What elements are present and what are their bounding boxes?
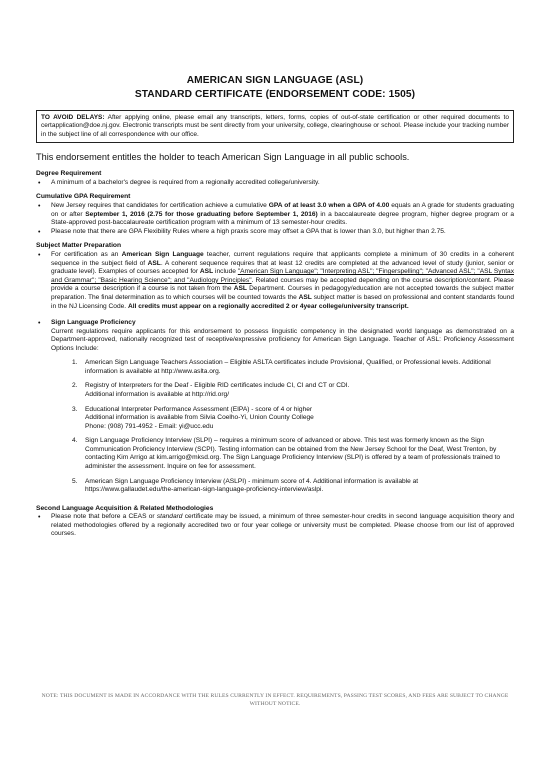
gpa-heading: Cumulative GPA Requirement: [36, 193, 131, 201]
option-number: 1.: [72, 359, 78, 367]
sla-heading: Second Language Acquisition & Related Methodologies: [36, 504, 214, 512]
sla-item-1: [36, 513, 514, 539]
page-title: [36, 74, 514, 102]
option-text: American Sign Language Teachers Association – Eligible ASLTA certificates include Provisional, Qualified, or Professional levels. Additional information is available at http://www.aslta.org.: [85, 359, 491, 375]
text-run: include: [213, 268, 238, 276]
notice-text: After applying online, please email any transcripts, letters, forms, copies of out-of-state certification or other required documents to certapplication@doe.nj.gov. Electronic transcripts must be sent directly from your university, college, clearinghouse or school. Please include your tracking number in the subject line of all correspondence with our office.: [41, 113, 509, 138]
option-number: 3.: [72, 405, 78, 413]
text-run: ASL: [233, 285, 247, 293]
text-run: ASL: [298, 293, 312, 301]
subject-heading: Subject Matter Preparation: [36, 242, 122, 250]
title-line-2: STANDARD CERTIFICATE (ENDORSEMENT CODE: 1505): [134, 88, 416, 100]
subject-list: [36, 251, 514, 311]
option-text: Additional information is available at http://rid.org/: [85, 391, 230, 399]
proficiency-option-5: [72, 478, 514, 495]
degree-item: • A minimum of a bachelor's degree is required from a regionally accredited college/university.: [36, 179, 514, 188]
text-run: subject matter is based on professional and content standards found in the NJ Licensing Code.: [51, 293, 514, 310]
text-run: For certification as an: [51, 251, 122, 259]
degree-list: [36, 179, 514, 188]
text-run: ASL: [147, 259, 161, 267]
text-run: . Related courses may be accepted depending on the course description/content. Please provide a course description if a course is not taken from the: [51, 276, 514, 293]
text-run: ASL: [199, 268, 214, 276]
subject-item-1: [36, 251, 514, 311]
text-run: standard: [156, 513, 183, 521]
text-run: . A coherent sequence requires that at least 12 credits are completed at the advanced level of study (junior, senior or graduate level). Examples of courses accepted for: [51, 259, 515, 276]
text-run: equals an A grade for students graduating on or after: [51, 202, 515, 218]
text-run: Department. Courses in pedagogy/education are not accepted towards the subject matter preparation. The final determination as to which courses will be counted towards the: [51, 285, 515, 301]
title-line-1: AMERICAN SIGN LANGUAGE (ASL): [186, 75, 364, 86]
option-text: Additional information is available from Silvia Coelho-Yi, Union County College: [85, 414, 314, 422]
proficiency-heading-item: [36, 319, 514, 328]
text-run: American Sign Language: [121, 251, 204, 259]
delay-notice-box: [36, 110, 514, 144]
proficiency-list: [36, 319, 514, 328]
text-run: September 1, 2016 (2.75 for those graduating before September 1, 2016): [85, 210, 318, 218]
proficiency-heading: Sign Language Proficiency: [51, 319, 136, 327]
text-run: Please note that before a CEAS or: [51, 513, 157, 521]
gpa-item-1: [36, 202, 514, 228]
text-run: teacher, current regulations require that applicants complete a minimum of 30 credits in a coherent sequence in the subject field of: [51, 251, 514, 267]
option-text: Phone: (908) 791-4952 - Email: yi@ucc.edu: [85, 422, 214, 430]
option-text: Registry of Interpreters for the Deaf - Eligible RID certificates include CI, CI and CT or CDI.: [85, 382, 350, 390]
proficiency-option-4: [72, 437, 514, 471]
option-text: American Sign Language Proficiency Interview (ASLPI) - minimum score of 4. Additional information is available at https://www.gallaudet.edu/the-american-sign-language-proficiency-interview/aslpi.: [85, 477, 419, 494]
text-run: GPA of at least 3.0 when a GPA of 4.00: [268, 202, 390, 210]
option-text: Educational Interpreter Performance Assessment (EIPA) - score of 4 or higher: [85, 405, 313, 413]
degree-heading: Degree Requirement: [36, 170, 102, 178]
proficiency-option-1: [72, 359, 514, 376]
option-number: 2.: [72, 382, 78, 390]
text-run: All credits must appear on a regionally accredited 2 or 4year college/university transcript.: [127, 302, 409, 310]
gpa-item-2: • Please note that there are GPA Flexibility Rules where a high praxis score may offset a GPA that is lower than 3.0, but higher than 2.75.: [36, 228, 514, 237]
text-run: "American Sign Language"; "Interpreting ASL"; "Fingerspelling"; "Advanced ASL"; "ASL Syntax and Grammar"; "Basic Hearing Science"; and "Audiology Principles": [51, 268, 515, 284]
text-run: New Jersey requires that candidates for certification achieve a cumulative: [51, 202, 269, 210]
notice-label: TO AVOID DELAYS:: [41, 113, 105, 121]
sla-list: [36, 513, 514, 539]
option-number: 5.: [72, 477, 78, 485]
intro-statement: This endorsement entitles the holder to teach American Sign Language in all public schools.: [36, 152, 410, 163]
gpa-list: [36, 202, 514, 236]
option-text: Sign Language Proficiency Interview (SLPI) – requires a minimum score of advanced or above. This test was formerly known as the Sign Communication Proficiency Interview (SCPI). Testing information can be obtained from the New Jersey School for the Deaf, West Trenton, by contacting Kim Arrigo at kim.arrigo@mksd.org. The Sign Language Proficiency Interview (SLPI) is offered by a team of professionals trained to administer the assessment. Inquire on fee for assessment.: [85, 437, 501, 470]
footer-note: NOTE: THIS DOCUMENT IS MADE IN ACCORDANCE WITH THE RULES CURRENTLY IN EFFECT. REQUIREMENTS, PASSING TEST SCORES, AND FEES ARE SUBJECT TO CHANGE WITHOUT NOTICE.: [41, 693, 509, 707]
text-run: certificate may be issued, a minimum of three semester-hour credits in second language acquisition theory and related methodologies offered by a regionally accredited two or four year college or university must be completed. Please choose from our list of approved courses.: [51, 513, 514, 538]
proficiency-text: Current regulations require applicants for this endorsement to possess linguistic competency in the designated world language as demonstrated on a Department-approved, nationally recognized test of receptive/expressive proficiency for American Sign Language. Teacher of ASL: Proficiency Assessment Options Include:: [51, 327, 514, 352]
option-number: 4.: [72, 437, 78, 445]
proficiency-options: [36, 359, 514, 494]
proficiency-option-3: [72, 406, 514, 432]
text-run: in a baccalaureate degree program, higher degree program or a State-approved post-baccalaureate certification program with a minimum of 13 semester-hour credits.: [51, 210, 515, 227]
proficiency-option-2: [72, 382, 514, 399]
